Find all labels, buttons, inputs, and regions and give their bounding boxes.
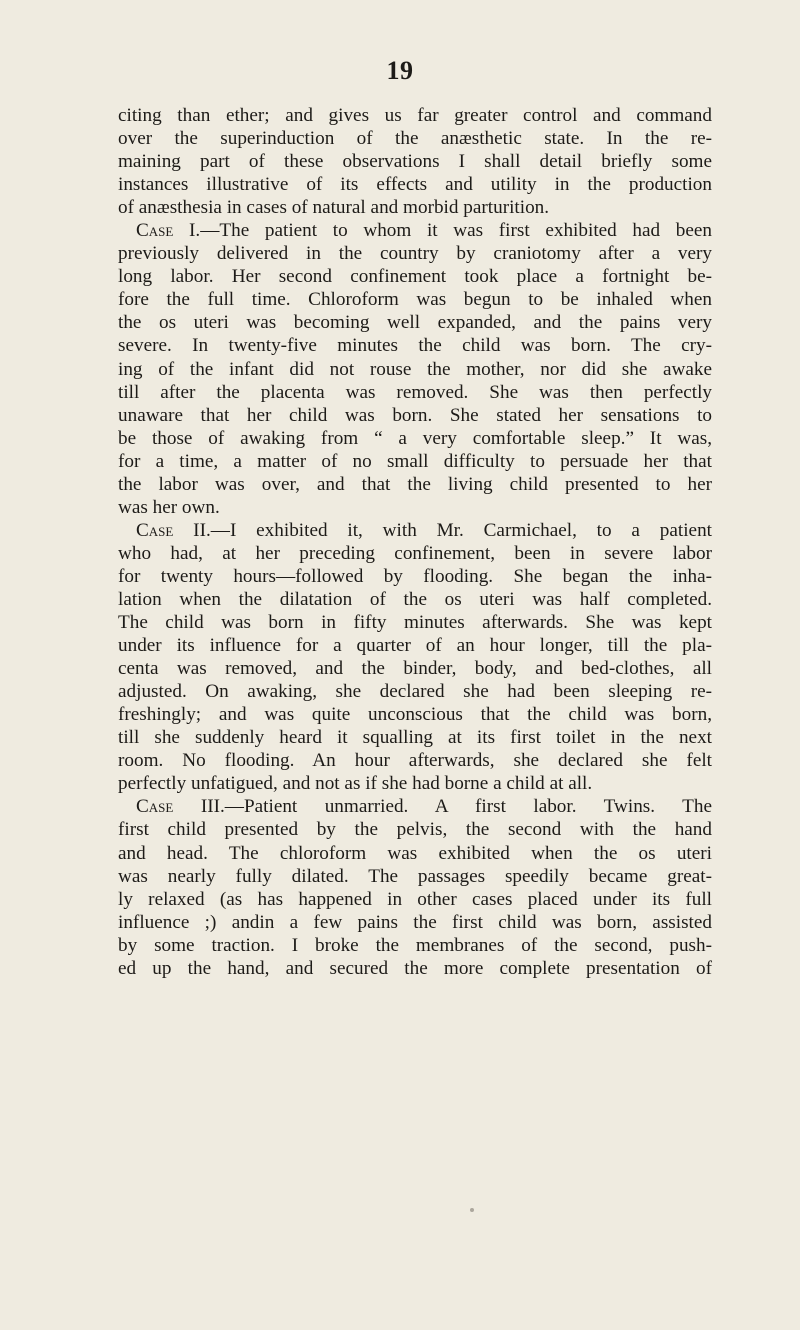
case-heading-line [118,519,712,542]
line-text: till after the placenta was removed. She was then perfectly [118,381,712,403]
text-line [118,542,712,565]
text-line [118,427,712,450]
text-line [118,473,712,496]
text-line [118,680,712,703]
line-text: influence ;) andin a few pains the first child was born, assisted [118,911,712,933]
text-line [118,288,712,311]
text-line [118,381,712,404]
line-text: be those of awaking from “ a very comfortable sleep.” It was, [118,427,712,449]
line-text: the os uteri was becoming well expanded, and the pains very [118,312,712,334]
line-text: citing than ether; and gives us far greater control and command [118,105,712,126]
line-text: I.—The patient to whom it was first exhibited had been [173,220,712,242]
body-text [118,104,712,980]
text-line [118,404,712,427]
text-line [118,265,712,288]
line-text: ed up the hand, and secured the more complete presentation of [118,957,712,979]
line-text: perfectly unfatigued, and not as if she had borne a child at all. [118,773,593,795]
case-heading-line [118,219,712,242]
line-text: the labor was over, and that the living child presented to her [118,473,712,495]
text-line [118,911,712,934]
text-line [118,888,712,911]
text-line [118,611,712,634]
page-number: 19 [386,56,414,85]
line-text: for a time, a matter of no small difficulty to persuade her that [118,450,712,472]
line-text: ing of the infant did not rouse the mother, nor did she awake [118,358,712,380]
line-text: was nearly fully dilated. The passages speedily became great- [118,865,712,887]
line-text: was her own. [118,496,220,518]
text-line [118,565,712,588]
text-line [118,957,712,980]
case-heading-line [118,795,712,818]
line-text: till she suddenly heard it squalling at its first toilet in the next [118,727,712,749]
line-text: for twenty hours—followed by flooding. She began the inha- [118,565,712,587]
line-text: III.—Patient unmarried. A first labor. Twins. The [173,796,712,818]
line-text: who had, at her preceding confinement, been in severe labor [118,542,712,564]
line-text: lation when the dilatation of the os uteri was half completed. [118,588,712,610]
text-line [118,311,712,334]
line-text: centa was removed, and the binder, body, and bed-clothes, all [118,658,712,680]
case-label: Case [136,220,174,242]
text-line [118,818,712,841]
line-text: first child presented by the pelvis, the second with the hand [118,819,712,841]
line-text: freshingly; and was quite unconscious that the child was born, [118,704,712,726]
line-text: fore the full time. Chloroform was begun to be inhaled when [118,289,712,311]
case-label: Case [136,796,174,818]
text-line [118,634,712,657]
text-line [118,150,712,173]
text-line [118,588,712,611]
ink-speck [470,1208,474,1212]
line-text: long labor. Her second confinement took place a fortnight be- [118,266,712,288]
line-text: adjusted. On awaking, she declared she had been sleeping re- [118,681,712,703]
line-text: previously delivered in the country by craniotomy after a very [118,243,712,265]
text-line [118,934,712,957]
text-line [118,657,712,680]
text-line [118,496,712,519]
text-line [118,242,712,265]
line-text: The child was born in fifty minutes afterwards. She was kept [118,612,712,634]
text-line [118,703,712,726]
text-line [118,334,712,357]
line-text: ly relaxed (as has happened in other cases placed under its full [118,888,712,910]
line-text: instances illustrative of its effects and utility in the production [118,174,712,196]
text-line [118,196,712,219]
line-text: and head. The chloroform was exhibited when the os uteri [118,842,712,864]
text-line [118,127,712,150]
line-text: under its influence for a quarter of an hour longer, till the pla- [118,635,712,657]
text-line [118,865,712,888]
line-text: of anæsthesia in cases of natural and morbid parturition. [118,197,550,219]
text-line [118,842,712,865]
text-line [118,450,712,473]
line-text: unaware that her child was born. She stated her sensations to [118,404,712,426]
case-label: Case [136,519,174,541]
line-text: maining part of these observations I shall detail briefly some [118,151,712,173]
text-line [118,726,712,749]
line-text: II.—I exhibited it, with Mr. Carmichael, to a patient [173,519,712,541]
text-line [118,173,712,196]
line-text: severe. In twenty-five minutes the child was born. The cry- [118,335,712,357]
text-line [118,104,712,127]
text-line [118,358,712,381]
text-line [118,749,712,772]
line-text: room. No flooding. An hour afterwards, she declared she felt [118,750,712,772]
line-text: by some traction. I broke the membranes of the second, push- [118,934,712,956]
text-line [118,772,712,795]
line-text: over the superinduction of the anæsthetic state. In the re- [118,128,712,150]
